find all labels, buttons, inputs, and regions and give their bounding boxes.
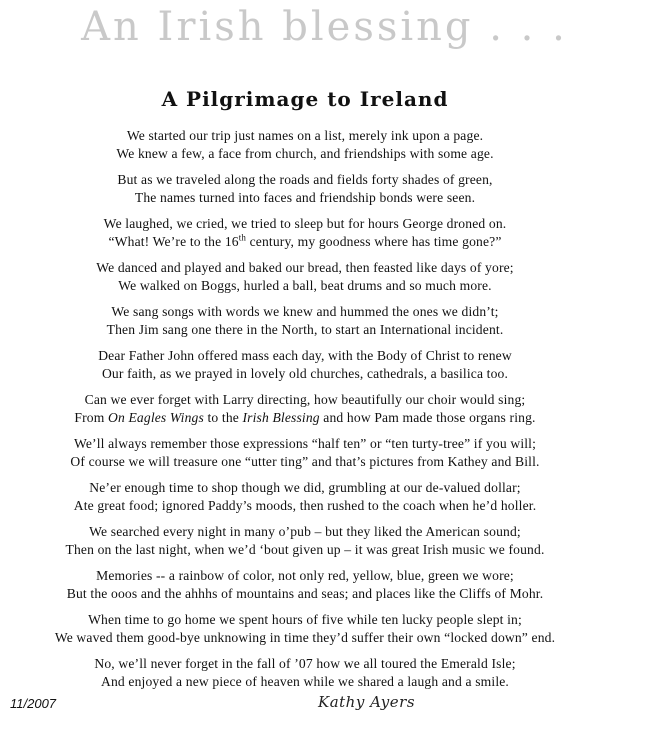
stanza (0, 567, 610, 603)
line-part: and how Pam made those organs ring. (319, 410, 536, 425)
stanza (0, 655, 610, 691)
poem-line: Of course we will treasure one “utter ting” and that’s pictures from Kathey and Bill. (70, 454, 540, 469)
poem-line: We started our trip just names on a list, merely ink upon a page. (126, 128, 484, 143)
stanza (0, 347, 610, 383)
poem-line: We sang songs with words we knew and hummed the ones we didn’t; (111, 304, 499, 319)
poem-line: The names turned into faces and friendship bonds were seen. (134, 190, 476, 205)
poem-line: And enjoyed a new piece of heaven while we shared a laugh and a smile. (101, 674, 509, 689)
poem-line: We knew a few, a face from church, and friendships with some age. (116, 146, 494, 161)
poem-line: Ne’er enough time to shop though we did, grumbling at our de-valued dollar; (89, 480, 521, 495)
stanza (0, 611, 610, 647)
stanza (0, 391, 610, 427)
stanza (0, 303, 610, 339)
poem-line: Then on the last night, when we’d ‘bout given up – it was great Irish music we found. (65, 542, 545, 557)
poem-line-sixteenth (0, 233, 610, 251)
poem-line-songs (0, 409, 610, 427)
poem-line: Can we ever forget with Larry directing, how beautifully our choir would sing; (84, 392, 526, 407)
poem-date: 11/2007 (10, 696, 57, 711)
poem-line: Ate great food; ignored Paddy’s moods, then rushed to the coach when he’d holler. (73, 498, 537, 513)
poem-line: We danced and played and baked our bread, then feasted like days of yore; (96, 260, 514, 275)
poem-line: We waved them good-bye unknowing in time they’d suffer their own “locked down” end. (54, 630, 556, 645)
poem-line: But the ooos and the ahhhs of mountains and seas; and places like the Cliffs of Mohr. (66, 586, 544, 601)
line-part: century, my goodness where has time gone?” (246, 234, 502, 249)
song-title: On Eagles Wings (108, 410, 204, 425)
poem-line: Dear Father John offered mass each day, with the Body of Christ to renew (98, 348, 512, 363)
ordinal-suffix: th (238, 232, 247, 243)
poem-line: We laughed, we cried, we tried to sleep but for hours George droned on. (103, 216, 507, 231)
poem-line: No, we’ll never forget in the fall of ’07 how we all toured the Emerald Isle; (94, 656, 516, 671)
poem-line: But as we traveled along the roads and fields forty shades of green, (117, 172, 493, 187)
stanza (0, 215, 610, 251)
stanza (0, 435, 610, 471)
stanza (0, 127, 610, 163)
page-title: An Irish blessing . . . (81, 4, 568, 50)
stanza (0, 523, 610, 559)
poem-line: When time to go home we spent hours of five while ten lucky people slept in; (88, 612, 522, 627)
stanza (0, 171, 610, 207)
line-part: to the (203, 410, 243, 425)
line-part: From (74, 410, 109, 425)
stanza (0, 259, 610, 295)
poem-line: Memories -- a rainbow of color, not only red, yellow, blue, green we wore; (96, 568, 514, 583)
poem-line: We walked on Boggs, hurled a ball, beat drums and so much more. (118, 278, 492, 293)
song-title: Irish Blessing (242, 410, 320, 425)
poem-body (0, 127, 610, 691)
poem-line: Then Jim sang one there in the North, to start an International incident. (106, 322, 504, 337)
author-signature: Kathy Ayers (318, 693, 416, 711)
line-part: “What! We’re to the 16 (108, 234, 239, 249)
poem-title: A Pilgrimage to Ireland (161, 87, 449, 111)
poem-line: We’ll always remember those expressions “half ten” or “ten turty-tree” if you will; (73, 436, 537, 451)
poem-line: We searched every night in many o’pub – but they liked the American sound; (89, 524, 521, 539)
poem-line: Our faith, as we prayed in lovely old churches, cathedrals, a basilica too. (101, 366, 509, 381)
stanza (0, 479, 610, 515)
